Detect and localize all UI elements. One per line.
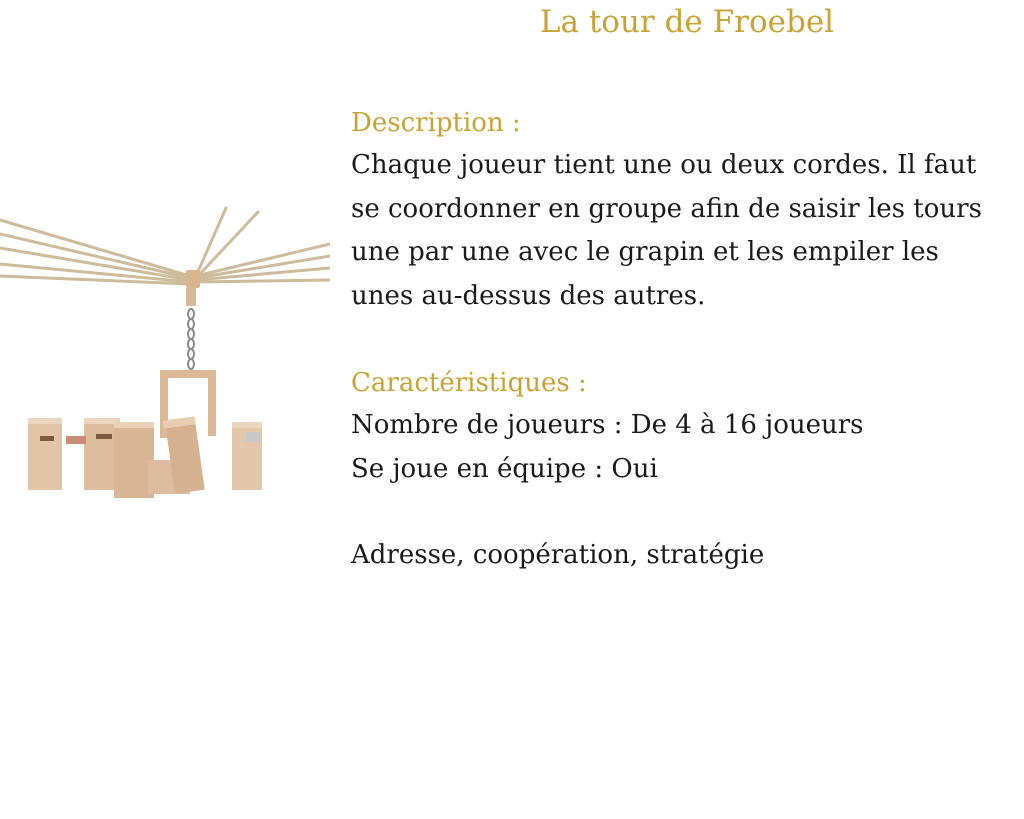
grapple-hub: [186, 270, 200, 288]
characteristics-heading: Caractéristiques :: [351, 368, 587, 398]
description-text: [351, 144, 1019, 318]
description-line: Chaque joueur tient une ou deux cordes. Il faut: [351, 150, 977, 180]
skills-text: [351, 534, 1019, 578]
description-line: se coordonner en groupe afin de saisir les tours: [351, 193, 982, 224]
description-heading: Description :: [351, 108, 521, 138]
wooden-blocks: [28, 416, 262, 498]
characteristics-list: [351, 404, 1019, 491]
page-title: La tour de Froebel: [539, 4, 835, 40]
team-play: Se joue en équipe : Oui: [351, 453, 658, 484]
chain: [188, 309, 194, 369]
froebel-tower-game-photo: [0, 200, 330, 500]
description-line: unes au-dessus des autres.: [351, 280, 706, 311]
players-count: Nombre de joueurs : De 4 à 16 joueurs: [351, 410, 864, 440]
skills-line: Adresse, coopération, stratégie: [351, 540, 765, 570]
description-line: une par une avec le grapin et les empiler les: [351, 237, 939, 267]
ropes: [0, 208, 330, 284]
